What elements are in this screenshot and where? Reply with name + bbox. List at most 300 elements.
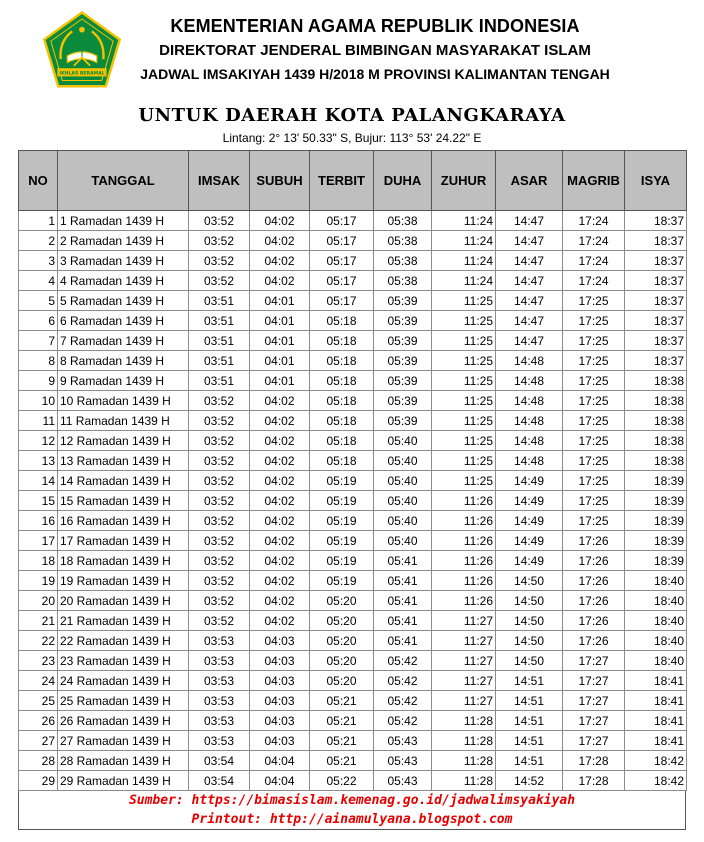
- table-cell-imsak: 03:52: [189, 271, 250, 291]
- table-cell-zuhur: 11:26: [432, 571, 496, 591]
- table-cell-magrib: 17:24: [563, 251, 625, 271]
- table-cell-asar: 14:52: [496, 771, 563, 791]
- column-header: SUBUH: [250, 151, 310, 211]
- table-cell-tanggal: 8 Ramadan 1439 H: [58, 351, 189, 371]
- table-cell-subuh: 04:03: [250, 711, 310, 731]
- table-cell-subuh: 04:03: [250, 651, 310, 671]
- table-cell-subuh: 04:03: [250, 691, 310, 711]
- table-cell-subuh: 04:02: [250, 591, 310, 611]
- table-cell-no: 24: [19, 671, 58, 691]
- table-cell-tanggal: 5 Ramadan 1439 H: [58, 291, 189, 311]
- table-cell-terbit: 05:19: [310, 491, 374, 511]
- table-cell-imsak: 03:52: [189, 531, 250, 551]
- table-cell-subuh: 04:02: [250, 511, 310, 531]
- table-cell-imsak: 03:52: [189, 491, 250, 511]
- table-cell-magrib: 17:26: [563, 611, 625, 631]
- table-cell-duha: 05:39: [374, 411, 432, 431]
- table-cell-tanggal: 21 Ramadan 1439 H: [58, 611, 189, 631]
- table-cell-magrib: 17:24: [563, 211, 625, 231]
- table-cell-asar: 14:47: [496, 291, 563, 311]
- table-row: [19, 451, 687, 471]
- table-cell-duha: 05:43: [374, 751, 432, 771]
- table-cell-no: 19: [19, 571, 58, 591]
- table-cell-zuhur: 11:26: [432, 511, 496, 531]
- table-cell-duha: 05:40: [374, 511, 432, 531]
- table-cell-no: 3: [19, 251, 58, 271]
- table-cell-terbit: 05:17: [310, 251, 374, 271]
- table-cell-terbit: 05:22: [310, 771, 374, 791]
- table-cell-imsak: 03:51: [189, 351, 250, 371]
- table-row: [19, 411, 687, 431]
- table-cell-subuh: 04:03: [250, 671, 310, 691]
- table-cell-imsak: 03:54: [189, 771, 250, 791]
- table-cell-tanggal: 29 Ramadan 1439 H: [58, 771, 189, 791]
- table-cell-terbit: 05:18: [310, 371, 374, 391]
- table-cell-asar: 14:48: [496, 351, 563, 371]
- table-row: [19, 391, 687, 411]
- table-cell-duha: 05:40: [374, 491, 432, 511]
- table-cell-isya: 18:41: [625, 711, 687, 731]
- table-cell-terbit: 05:21: [310, 711, 374, 731]
- table-cell-zuhur: 11:27: [432, 671, 496, 691]
- table-cell-subuh: 04:02: [250, 571, 310, 591]
- table-cell-isya: 18:39: [625, 531, 687, 551]
- table-cell-duha: 05:41: [374, 591, 432, 611]
- table-cell-zuhur: 11:27: [432, 691, 496, 711]
- table-cell-isya: 18:39: [625, 551, 687, 571]
- table-cell-isya: 18:37: [625, 291, 687, 311]
- table-cell-imsak: 03:52: [189, 231, 250, 251]
- table-cell-no: 10: [19, 391, 58, 411]
- table-cell-terbit: 05:21: [310, 731, 374, 751]
- table-cell-terbit: 05:20: [310, 611, 374, 631]
- table-cell-terbit: 05:19: [310, 531, 374, 551]
- table-cell-terbit: 05:18: [310, 391, 374, 411]
- table-cell-duha: 05:42: [374, 671, 432, 691]
- table-cell-isya: 18:37: [625, 231, 687, 251]
- table-cell-imsak: 03:51: [189, 291, 250, 311]
- table-cell-no: 2: [19, 231, 58, 251]
- table-row: [19, 571, 687, 591]
- table-cell-terbit: 05:19: [310, 471, 374, 491]
- table-cell-isya: 18:41: [625, 691, 687, 711]
- table-row: [19, 491, 687, 511]
- table-cell-no: 21: [19, 611, 58, 631]
- table-cell-zuhur: 11:26: [432, 491, 496, 511]
- table-cell-zuhur: 11:27: [432, 611, 496, 631]
- table-cell-subuh: 04:02: [250, 411, 310, 431]
- table-cell-magrib: 17:26: [563, 531, 625, 551]
- table-cell-duha: 05:39: [374, 371, 432, 391]
- table-cell-imsak: 03:51: [189, 371, 250, 391]
- table-cell-magrib: 17:24: [563, 231, 625, 251]
- table-row: [19, 231, 687, 251]
- table-cell-subuh: 04:02: [250, 531, 310, 551]
- table-cell-subuh: 04:01: [250, 331, 310, 351]
- table-cell-no: 11: [19, 411, 58, 431]
- table-cell-magrib: 17:27: [563, 671, 625, 691]
- table-cell-subuh: 04:03: [250, 731, 310, 751]
- table-cell-duha: 05:41: [374, 611, 432, 631]
- table-cell-subuh: 04:02: [250, 271, 310, 291]
- table-cell-asar: 14:51: [496, 751, 563, 771]
- column-header: ISYA: [625, 151, 687, 211]
- table-cell-magrib: 17:26: [563, 571, 625, 591]
- table-cell-duha: 05:39: [374, 351, 432, 371]
- table-cell-terbit: 05:18: [310, 331, 374, 351]
- table-cell-zuhur: 11:28: [432, 751, 496, 771]
- table-cell-magrib: 17:28: [563, 771, 625, 791]
- table-cell-duha: 05:41: [374, 551, 432, 571]
- table-cell-tanggal: 18 Ramadan 1439 H: [58, 551, 189, 571]
- schedule-title: JADWAL IMSAKIYAH 1439 H/2018 M PROVINSI KALIMANTAN TENGAH: [140, 66, 610, 82]
- table-cell-terbit: 05:19: [310, 551, 374, 571]
- table-cell-zuhur: 11:25: [432, 451, 496, 471]
- table-row: [19, 731, 687, 751]
- table-cell-isya: 18:40: [625, 591, 687, 611]
- table-cell-imsak: 03:52: [189, 251, 250, 271]
- table-cell-asar: 14:51: [496, 711, 563, 731]
- table-cell-isya: 18:40: [625, 611, 687, 631]
- column-header: ZUHUR: [432, 151, 496, 211]
- table-cell-subuh: 04:02: [250, 471, 310, 491]
- table-cell-asar: 14:47: [496, 311, 563, 331]
- table-cell-magrib: 17:25: [563, 291, 625, 311]
- table-cell-zuhur: 11:27: [432, 631, 496, 651]
- table-cell-magrib: 17:25: [563, 391, 625, 411]
- table-row: [19, 271, 687, 291]
- table-cell-imsak: 03:52: [189, 451, 250, 471]
- ministry-logo: [40, 10, 124, 92]
- table-cell-zuhur: 11:28: [432, 731, 496, 751]
- table-cell-tanggal: 1 Ramadan 1439 H: [58, 211, 189, 231]
- table-cell-zuhur: 11:26: [432, 531, 496, 551]
- table-cell-imsak: 03:52: [189, 431, 250, 451]
- table-cell-no: 4: [19, 271, 58, 291]
- table-cell-zuhur: 11:25: [432, 411, 496, 431]
- table-cell-isya: 18:38: [625, 451, 687, 471]
- table-cell-imsak: 03:53: [189, 711, 250, 731]
- table-cell-isya: 18:42: [625, 771, 687, 791]
- table-cell-asar: 14:50: [496, 631, 563, 651]
- table-row: [19, 551, 687, 571]
- table-cell-magrib: 17:24: [563, 271, 625, 291]
- table-cell-imsak: 03:52: [189, 471, 250, 491]
- table-cell-magrib: 17:27: [563, 691, 625, 711]
- table-cell-magrib: 17:25: [563, 451, 625, 471]
- table-cell-tanggal: 17 Ramadan 1439 H: [58, 531, 189, 551]
- table-cell-duha: 05:41: [374, 571, 432, 591]
- table-cell-no: 27: [19, 731, 58, 751]
- table-cell-tanggal: 12 Ramadan 1439 H: [58, 431, 189, 451]
- table-cell-imsak: 03:52: [189, 611, 250, 631]
- table-cell-zuhur: 11:25: [432, 391, 496, 411]
- table-cell-isya: 18:37: [625, 331, 687, 351]
- column-header: DUHA: [374, 151, 432, 211]
- table-cell-no: 18: [19, 551, 58, 571]
- table-cell-no: 17: [19, 531, 58, 551]
- table-cell-magrib: 17:27: [563, 651, 625, 671]
- table-cell-asar: 14:50: [496, 651, 563, 671]
- table-cell-isya: 18:40: [625, 651, 687, 671]
- table-cell-subuh: 04:02: [250, 251, 310, 271]
- table-cell-subuh: 04:01: [250, 371, 310, 391]
- table-row: [19, 591, 687, 611]
- table-cell-subuh: 04:02: [250, 611, 310, 631]
- table-cell-zuhur: 11:24: [432, 251, 496, 271]
- table-cell-duha: 05:41: [374, 631, 432, 651]
- table-cell-imsak: 03:52: [189, 411, 250, 431]
- table-cell-no: 29: [19, 771, 58, 791]
- table-cell-imsak: 03:52: [189, 571, 250, 591]
- table-cell-zuhur: 11:25: [432, 331, 496, 351]
- column-header: TANGGAL: [58, 151, 189, 211]
- table-cell-magrib: 17:25: [563, 511, 625, 531]
- column-header: NO: [19, 151, 58, 211]
- table-cell-tanggal: 6 Ramadan 1439 H: [58, 311, 189, 331]
- table-cell-isya: 18:37: [625, 211, 687, 231]
- table-cell-no: 15: [19, 491, 58, 511]
- table-cell-asar: 14:47: [496, 331, 563, 351]
- table-cell-duha: 05:40: [374, 451, 432, 471]
- table-cell-magrib: 17:25: [563, 471, 625, 491]
- table-cell-imsak: 03:52: [189, 551, 250, 571]
- table-cell-isya: 18:41: [625, 731, 687, 751]
- table-cell-asar: 14:48: [496, 411, 563, 431]
- table-cell-terbit: 05:19: [310, 571, 374, 591]
- table-cell-isya: 18:38: [625, 391, 687, 411]
- table-cell-tanggal: 23 Ramadan 1439 H: [58, 651, 189, 671]
- table-cell-duha: 05:43: [374, 771, 432, 791]
- table-cell-terbit: 05:20: [310, 591, 374, 611]
- table-cell-terbit: 05:18: [310, 431, 374, 451]
- table-cell-no: 5: [19, 291, 58, 311]
- table-cell-magrib: 17:26: [563, 631, 625, 651]
- table-cell-tanggal: 11 Ramadan 1439 H: [58, 411, 189, 431]
- table-cell-tanggal: 22 Ramadan 1439 H: [58, 631, 189, 651]
- table-cell-magrib: 17:28: [563, 751, 625, 771]
- table-cell-no: 28: [19, 751, 58, 771]
- table-cell-imsak: 03:53: [189, 691, 250, 711]
- table-cell-tanggal: 10 Ramadan 1439 H: [58, 391, 189, 411]
- table-cell-zuhur: 11:27: [432, 651, 496, 671]
- table-cell-tanggal: 28 Ramadan 1439 H: [58, 751, 189, 771]
- table-cell-tanggal: 2 Ramadan 1439 H: [58, 231, 189, 251]
- coordinates: Lintang: 2° 13' 50.33" S, Bujur: 113° 53' 24.22" E: [222, 131, 482, 145]
- table-cell-isya: 18:40: [625, 571, 687, 591]
- table-cell-asar: 14:48: [496, 371, 563, 391]
- table-row: [19, 211, 687, 231]
- table-cell-isya: 18:38: [625, 411, 687, 431]
- table-cell-zuhur: 11:28: [432, 711, 496, 731]
- table-cell-asar: 14:51: [496, 671, 563, 691]
- table-cell-terbit: 05:18: [310, 351, 374, 371]
- table-header-row: [19, 151, 687, 211]
- column-header: ASAR: [496, 151, 563, 211]
- table-cell-zuhur: 11:26: [432, 591, 496, 611]
- table-cell-subuh: 04:02: [250, 431, 310, 451]
- table-cell-no: 12: [19, 431, 58, 451]
- table-cell-subuh: 04:02: [250, 231, 310, 251]
- table-cell-isya: 18:40: [625, 631, 687, 651]
- table-cell-imsak: 03:53: [189, 671, 250, 691]
- table-cell-tanggal: 3 Ramadan 1439 H: [58, 251, 189, 271]
- table-cell-imsak: 03:51: [189, 331, 250, 351]
- table-cell-magrib: 17:26: [563, 591, 625, 611]
- table-cell-duha: 05:42: [374, 691, 432, 711]
- table-cell-asar: 14:50: [496, 591, 563, 611]
- table-cell-asar: 14:47: [496, 251, 563, 271]
- table-cell-zuhur: 11:25: [432, 431, 496, 451]
- table-cell-tanggal: 25 Ramadan 1439 H: [58, 691, 189, 711]
- table-row: [19, 771, 687, 791]
- footer: [18, 791, 686, 830]
- table-cell-tanggal: 24 Ramadan 1439 H: [58, 671, 189, 691]
- table-cell-isya: 18:37: [625, 311, 687, 331]
- table-cell-duha: 05:43: [374, 731, 432, 751]
- table-row: [19, 511, 687, 531]
- table-cell-subuh: 04:04: [250, 771, 310, 791]
- table-cell-no: 26: [19, 711, 58, 731]
- table-cell-duha: 05:40: [374, 431, 432, 451]
- table-cell-asar: 14:51: [496, 731, 563, 751]
- directorate-title: DIREKTORAT JENDERAL BIMBINGAN MASYARAKAT ISLAM: [159, 42, 591, 59]
- ministry-title: KEMENTERIAN AGAMA REPUBLIK INDONESIA: [170, 16, 580, 36]
- table-cell-imsak: 03:53: [189, 731, 250, 751]
- table-cell-tanggal: 15 Ramadan 1439 H: [58, 491, 189, 511]
- table-cell-no: 14: [19, 471, 58, 491]
- table-cell-asar: 14:49: [496, 531, 563, 551]
- table-cell-isya: 18:42: [625, 751, 687, 771]
- printout-credit: Printout: http://ainamulyana.blogspot.com: [191, 812, 513, 827]
- table-cell-magrib: 17:27: [563, 711, 625, 731]
- table-cell-zuhur: 11:25: [432, 471, 496, 491]
- table-cell-magrib: 17:27: [563, 731, 625, 751]
- table-cell-tanggal: 16 Ramadan 1439 H: [58, 511, 189, 531]
- table-cell-subuh: 04:02: [250, 551, 310, 571]
- table-cell-terbit: 05:20: [310, 671, 374, 691]
- column-header: IMSAK: [189, 151, 250, 211]
- table-cell-isya: 18:39: [625, 511, 687, 531]
- table-cell-no: 16: [19, 511, 58, 531]
- table-cell-imsak: 03:51: [189, 311, 250, 331]
- table-cell-no: 22: [19, 631, 58, 651]
- table-cell-magrib: 17:26: [563, 551, 625, 571]
- table-cell-no: 7: [19, 331, 58, 351]
- table-cell-imsak: 03:52: [189, 211, 250, 231]
- table-cell-terbit: 05:21: [310, 691, 374, 711]
- table-cell-tanggal: 9 Ramadan 1439 H: [58, 371, 189, 391]
- table-cell-asar: 14:47: [496, 231, 563, 251]
- table-cell-duha: 05:40: [374, 531, 432, 551]
- table-cell-duha: 05:38: [374, 251, 432, 271]
- table-cell-no: 23: [19, 651, 58, 671]
- table-cell-imsak: 03:52: [189, 391, 250, 411]
- table-cell-imsak: 03:52: [189, 511, 250, 531]
- imsakiyah-table: [18, 150, 687, 791]
- table-cell-subuh: 04:02: [250, 491, 310, 511]
- table-cell-isya: 18:37: [625, 251, 687, 271]
- table-row: [19, 651, 687, 671]
- table-cell-duha: 05:38: [374, 271, 432, 291]
- table-cell-asar: 14:49: [496, 551, 563, 571]
- table-cell-magrib: 17:25: [563, 311, 625, 331]
- column-header: MAGRIB: [563, 151, 625, 211]
- table-cell-subuh: 04:04: [250, 751, 310, 771]
- table-cell-duha: 05:39: [374, 391, 432, 411]
- table-cell-terbit: 05:18: [310, 451, 374, 471]
- table-row: [19, 671, 687, 691]
- table-cell-imsak: 03:54: [189, 751, 250, 771]
- table-cell-asar: 14:48: [496, 391, 563, 411]
- table-cell-asar: 14:47: [496, 271, 563, 291]
- table-row: [19, 711, 687, 731]
- table-cell-asar: 14:48: [496, 431, 563, 451]
- table-cell-subuh: 04:01: [250, 351, 310, 371]
- table-row: [19, 751, 687, 771]
- table-cell-terbit: 05:19: [310, 511, 374, 531]
- table-row: [19, 311, 687, 331]
- table-row: [19, 631, 687, 651]
- table-cell-zuhur: 11:25: [432, 291, 496, 311]
- source-credit: Sumber: https://bimasislam.kemenag.go.id/jadwalimsyakiyah: [128, 793, 576, 808]
- table-cell-tanggal: 14 Ramadan 1439 H: [58, 471, 189, 491]
- table-cell-isya: 18:37: [625, 351, 687, 371]
- logo-motto: IKHLAS BERAMAL: [59, 71, 105, 77]
- table-cell-duha: 05:38: [374, 211, 432, 231]
- table-row: [19, 431, 687, 451]
- table-cell-duha: 05:42: [374, 651, 432, 671]
- table-cell-no: 6: [19, 311, 58, 331]
- table-cell-subuh: 04:02: [250, 451, 310, 471]
- table-cell-tanggal: 4 Ramadan 1439 H: [58, 271, 189, 291]
- table-cell-no: 8: [19, 351, 58, 371]
- table-cell-magrib: 17:25: [563, 431, 625, 451]
- table-cell-isya: 18:38: [625, 431, 687, 451]
- table-cell-no: 20: [19, 591, 58, 611]
- table-cell-duha: 05:39: [374, 331, 432, 351]
- table-cell-zuhur: 11:24: [432, 211, 496, 231]
- table-cell-duha: 05:39: [374, 291, 432, 311]
- table-cell-magrib: 17:25: [563, 351, 625, 371]
- table-cell-duha: 05:39: [374, 311, 432, 331]
- table-cell-magrib: 17:25: [563, 411, 625, 431]
- table-row: [19, 531, 687, 551]
- table-cell-terbit: 05:17: [310, 231, 374, 251]
- table-cell-duha: 05:42: [374, 711, 432, 731]
- region-title: UNTUK DAERAH KOTA PALANGKARAYA: [138, 105, 566, 126]
- table-cell-terbit: 05:20: [310, 651, 374, 671]
- table-cell-tanggal: 26 Ramadan 1439 H: [58, 711, 189, 731]
- table-cell-isya: 18:39: [625, 491, 687, 511]
- table-cell-magrib: 17:25: [563, 491, 625, 511]
- table-cell-tanggal: 20 Ramadan 1439 H: [58, 591, 189, 611]
- table-cell-no: 13: [19, 451, 58, 471]
- table-cell-isya: 18:38: [625, 371, 687, 391]
- table-cell-imsak: 03:53: [189, 651, 250, 671]
- table-cell-terbit: 05:18: [310, 411, 374, 431]
- table-cell-asar: 14:48: [496, 451, 563, 471]
- table-cell-terbit: 05:17: [310, 271, 374, 291]
- table-row: [19, 691, 687, 711]
- table-cell-isya: 18:37: [625, 271, 687, 291]
- table-cell-asar: 14:50: [496, 611, 563, 631]
- table-row: [19, 331, 687, 351]
- table-cell-subuh: 04:03: [250, 631, 310, 651]
- table-cell-zuhur: 11:25: [432, 311, 496, 331]
- table-cell-zuhur: 11:25: [432, 371, 496, 391]
- table-cell-asar: 14:49: [496, 471, 563, 491]
